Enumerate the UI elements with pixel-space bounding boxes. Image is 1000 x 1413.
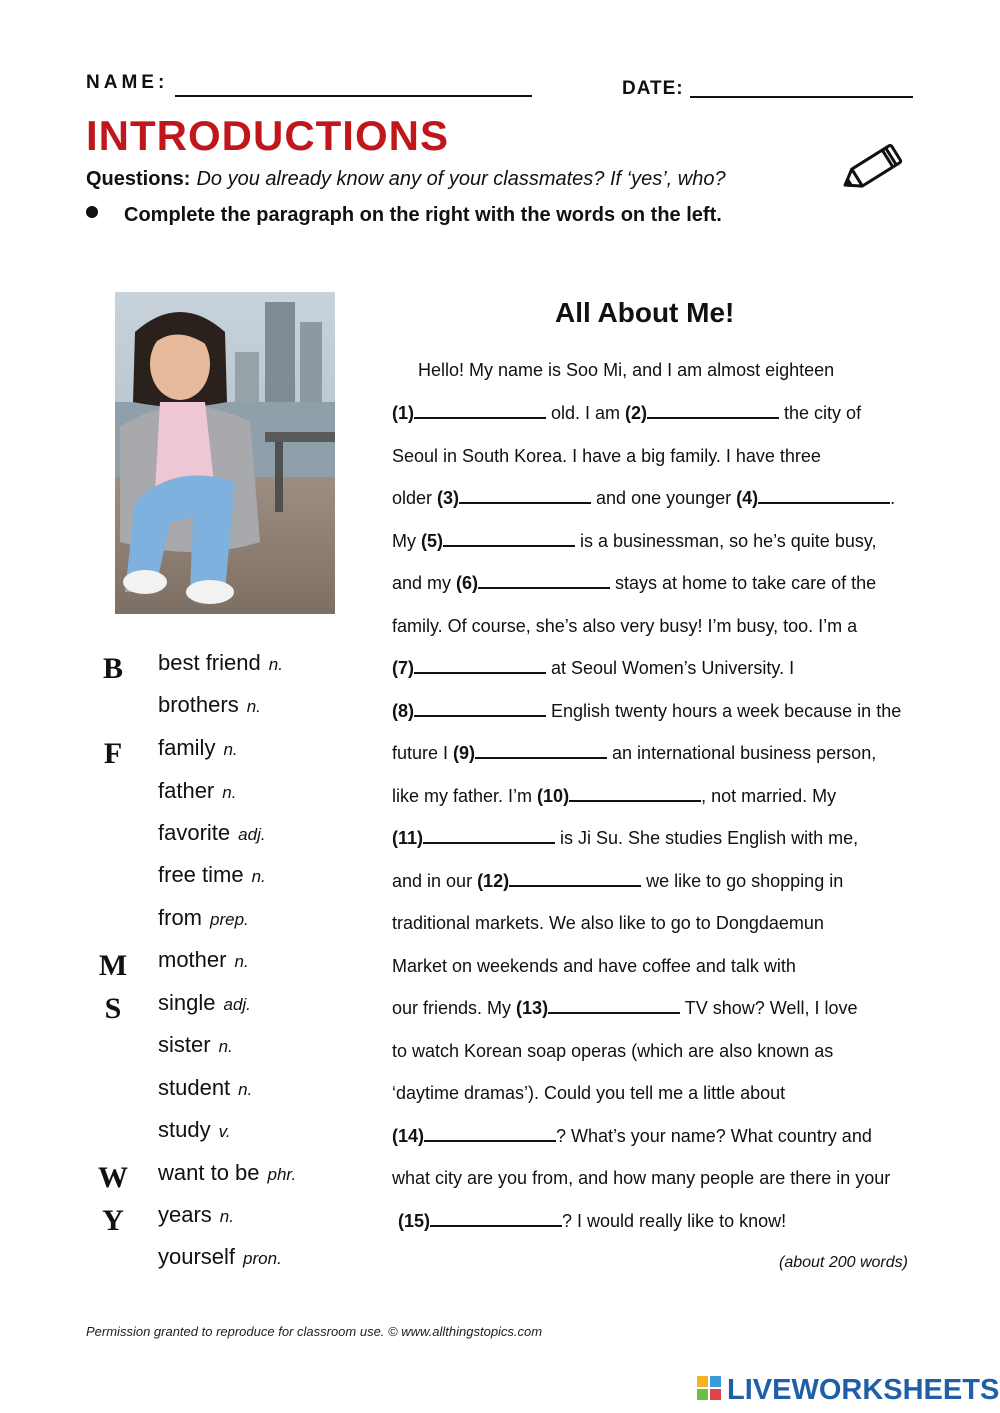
paragraph-line (392, 743, 876, 764)
part-of-speech: n. (222, 783, 237, 802)
paragraph-text: and one younger (591, 488, 737, 508)
blank-number: (8) (392, 701, 414, 721)
word: favorite (158, 820, 231, 845)
word-item (158, 990, 251, 1016)
paragraph-text: TV show? Well, I love (680, 998, 858, 1018)
word: years (158, 1202, 212, 1227)
paragraph-text: , not married. My (701, 786, 837, 806)
word: study (158, 1117, 211, 1142)
pencil-icon (838, 138, 910, 201)
word-item (158, 650, 283, 676)
part-of-speech: phr. (267, 1165, 297, 1184)
page-title: INTRODUCTIONS (86, 112, 449, 159)
part-of-speech: n. (246, 697, 261, 716)
word: family (158, 735, 216, 760)
blank-number: (10) (537, 786, 570, 806)
answer-blank-10[interactable] (569, 786, 701, 802)
word: best friend (158, 650, 261, 675)
paragraph-text: the city of (779, 403, 862, 423)
part-of-speech: n. (251, 867, 266, 886)
answer-blank-3[interactable] (459, 488, 591, 504)
part-of-speech: prep. (210, 910, 249, 929)
blank-number: (9) (453, 743, 476, 763)
answer-blank-6[interactable] (478, 573, 610, 589)
word-item (158, 778, 236, 804)
word-item (158, 905, 249, 931)
paragraph-line (392, 871, 843, 892)
blank-number: (14) (392, 1126, 425, 1146)
answer-blank-13[interactable] (548, 998, 680, 1014)
answer-blank-15[interactable] (430, 1211, 562, 1227)
liveworksheets-logo-icon (697, 1376, 721, 1405)
permission-footer: Permission granted to reproduce for classroom use. © www.allthingstopics.com (86, 1324, 543, 1339)
word: mother (158, 947, 227, 972)
paragraph-line: Seoul in South Korea. I have a big family. I have three (392, 446, 821, 466)
date-field[interactable] (690, 96, 913, 98)
bullet-icon (86, 206, 98, 218)
paragraph-text: English twenty hours a week because in the (546, 701, 902, 721)
word-item (158, 1202, 234, 1228)
word: from (158, 905, 202, 930)
part-of-speech: n. (223, 740, 238, 759)
word-item (158, 947, 249, 973)
blank-number: (1) (392, 403, 414, 423)
paragraph-line: ‘daytime dramas’). Could you tell me a little about (392, 1083, 786, 1103)
questions-label: Questions: (86, 168, 191, 190)
paragraph-line: to watch Korean soap operas (which are also known as (392, 1041, 834, 1061)
paragraph-line: Hello! My name is Soo Mi, and I am almost eighteen (418, 360, 835, 380)
answer-blank-11[interactable] (423, 828, 555, 844)
answer-blank-14[interactable] (424, 1126, 556, 1142)
word: brothers (158, 692, 239, 717)
paragraph-text: an international business person, (607, 743, 877, 763)
paragraph-text: is a businessman, so he’s quite busy, (575, 531, 877, 551)
word: yourself (158, 1244, 236, 1269)
blank-number: (11) (392, 828, 424, 848)
photo-of-woman-sitting (115, 292, 335, 614)
word-item (158, 735, 238, 761)
part-of-speech: pron. (243, 1249, 282, 1268)
paragraph-line (392, 488, 895, 509)
word-item (158, 692, 261, 718)
questions-line (86, 168, 726, 191)
paragraph-text: future I (392, 743, 454, 763)
letter-marker: F (103, 737, 123, 770)
word-item (158, 1244, 282, 1270)
letter-marker: M (98, 949, 128, 982)
blank-number: (6) (456, 573, 479, 593)
word-item (158, 862, 266, 888)
questions-text: Do you already know any of your classmates? If ‘yes’, who? (196, 168, 726, 190)
paragraph-line (392, 658, 794, 679)
word-item (158, 820, 266, 846)
word-count-note: (about 200 words) (779, 1254, 908, 1271)
blank-number: (12) (477, 871, 510, 891)
paragraph-line (392, 701, 901, 722)
word-item (158, 1160, 296, 1186)
part-of-speech: adj. (223, 995, 251, 1014)
paragraph-text: and my (392, 573, 457, 593)
word-item (158, 1075, 252, 1101)
word: want to be (158, 1160, 260, 1185)
blank-number: (4) (736, 488, 759, 508)
word: free time (158, 862, 244, 887)
word-item (158, 1117, 231, 1143)
word: sister (158, 1032, 211, 1057)
name-field[interactable] (175, 95, 532, 97)
answer-blank-4[interactable] (758, 488, 890, 504)
answer-blank-12[interactable] (509, 871, 641, 887)
paragraph-text: we like to go shopping in (641, 871, 844, 891)
letter-marker: S (104, 992, 122, 1025)
answer-blank-7[interactable] (414, 658, 546, 674)
letter-marker: B (102, 652, 123, 685)
paragraph-text: our friends. My (392, 998, 517, 1018)
paragraph-line (392, 1126, 872, 1147)
paragraph-text: is Ji Su. She studies English with me, (555, 828, 859, 848)
paragraph-line: Market on weekends and have coffee and talk with (392, 956, 796, 976)
word: father (158, 778, 215, 803)
blank-number: (13) (516, 998, 549, 1018)
paragraph-line (392, 403, 861, 424)
liveworksheets-logo[interactable] (697, 1374, 999, 1407)
blank-number: (5) (421, 531, 443, 551)
letter-marker: Y (102, 1204, 124, 1237)
letter-marker: W (98, 1161, 128, 1194)
blank-number: (7) (392, 658, 414, 678)
paragraph-line (392, 573, 876, 594)
paragraph-text: and in our (392, 871, 478, 891)
part-of-speech: n. (238, 1080, 253, 1099)
date-label: DATE: (622, 78, 684, 99)
answer-blank-1[interactable] (414, 403, 546, 419)
paragraph-text: ? I would really like to know! (562, 1211, 787, 1231)
liveworksheets-logo-text: LIVEWORKSHEETS (727, 1374, 1000, 1406)
paragraph-line: what city are you from, and how many people are there in your (392, 1168, 891, 1188)
paragraph-text: stays at home to take care of the (610, 573, 877, 593)
paragraph-line (392, 786, 836, 807)
part-of-speech: n. (234, 952, 249, 971)
blank-number: (15) (398, 1211, 431, 1231)
instruction (86, 204, 722, 227)
paragraph-line (392, 828, 858, 849)
paragraph-text: My (392, 531, 421, 551)
word-item (158, 1032, 233, 1058)
paragraph-line: family. Of course, she’s also very busy! I’m busy, too. I’m a (392, 616, 858, 636)
paragraph-line (398, 1211, 786, 1232)
paragraph-text: . (890, 488, 896, 508)
word: single (158, 990, 216, 1015)
blank-number: (2) (625, 403, 648, 423)
answer-blank-8[interactable] (414, 701, 546, 717)
paragraph-line (392, 998, 857, 1019)
part-of-speech: n. (268, 655, 283, 674)
paragraph-text: old. I am (546, 403, 626, 423)
part-of-speech: n. (218, 1037, 233, 1056)
part-of-speech: v. (218, 1122, 231, 1141)
name-label: NAME: (86, 72, 169, 93)
answer-blank-9[interactable] (475, 743, 607, 759)
part-of-speech: n. (219, 1207, 234, 1226)
instruction-text: Complete the paragraph on the right with the words on the left. (124, 204, 722, 226)
answer-blank-5[interactable] (443, 531, 575, 547)
paragraph-text: at Seoul Women’s University. I (546, 658, 795, 678)
blank-number: (3) (437, 488, 460, 508)
part-of-speech: adj. (238, 825, 266, 844)
paragraph-heading: All About Me! (555, 297, 735, 328)
paragraph-text: older (392, 488, 438, 508)
answer-blank-2[interactable] (647, 403, 779, 419)
paragraph-text: like my father. I’m (392, 786, 538, 806)
paragraph-line: traditional markets. We also like to go to Dongdaemun (392, 913, 824, 933)
word: student (158, 1075, 231, 1100)
paragraph-line (392, 531, 877, 552)
paragraph-text: ? What’s your name? What country and (556, 1126, 872, 1146)
